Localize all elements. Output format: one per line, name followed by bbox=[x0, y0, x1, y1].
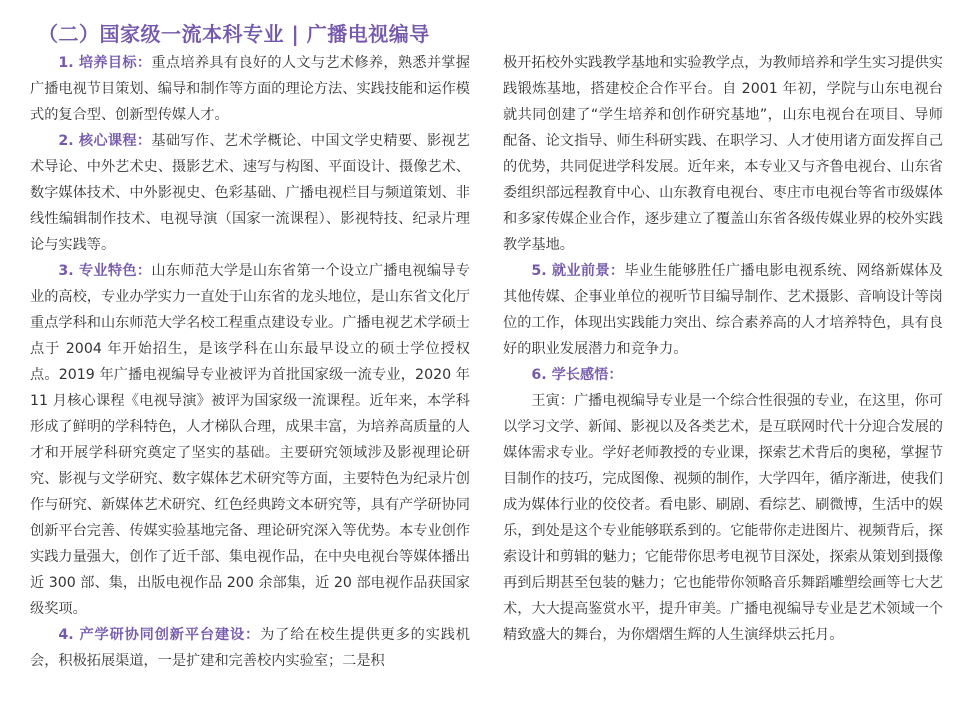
training-goal-text: 重点培养具有良好的人文与艺术修养，熟悉并掌握广播电视节目策划、编导和制作等方面的理论方法、实践技能和运作模式的复合型、创新型传媒人才。 bbox=[30, 55, 470, 123]
senior-reflection-paragraph: 王寅：广播电视编导专业是一个综合性很强的专业，在这里，你可以学习文学、新闻、影视以及各类艺术，是互联网时代十分迎合发展的媒体需求专业。学好老师教授的专业课，探索艺术背后的奥秘，掌握节目制作的技巧，完成图像、视频的制作，大学四年，循序渐进，使我们成为媒体行业的佼佼者。看电影、刷剧、看综艺、刷微博，生活中的娱乐，到处是这个专业能够联系到的。它能带你走进图片、视频背后，探索设计和剪辑的魅力；它能带你思考电视节目深处，探索从策划到摄像再到后期甚至包装的魅力；它也能带你领略音乐舞蹈雕塑绘画等七大艺术，大大提高鉴赏水平，提升审美。广播电视编导专业是艺术领域一个精致盛大的舞台，为你熠熠生辉的人生演绎烘云托月。 bbox=[503, 393, 943, 643]
major-features-paragraph bbox=[30, 258, 470, 622]
major-features-text: 山东师范大学是山东省第一个设立广播电视编导专业的高校，专业办学实力一直处于山东省的龙头地位，是山东省文化厅重点学科和山东师范大学名校工程重点建设专业。广播电视艺术学硕士点于 2004 年开始招生，是该学科在山东最早设立的硕士学位授权点。2019 年广播电视编导专业被评为首批国家级一流专业，2020 年 11 月核心课程《电视导演》被评为国家级一流课程。近年来，本学科形成了鲜明的学科特色，人才梯队合理，成果丰富，为培养高质量的人才和开展学科研究奠定了坚实的基础。主要研究领域涉及影视理论研究、影视与文学研究、数字媒体艺术研究等方面，主要特色为纪录片创作与研究、新媒体艺术研究、红色经典跨文本研究等，具有产学研协同创新平台完善、传媒实验基地完备、理论研究深入等优势。本专业创作实践力量强大，创作了近千部、集电视作品，在中央电视台等媒体播出近 300 部、集，出版电视作品 200 余部集，近 20 部电视作品获国家级奖项。 bbox=[30, 263, 470, 617]
section-title: （二）国家级一流本科专业 | 广播电视编导 bbox=[38, 22, 430, 46]
right-column bbox=[503, 50, 943, 648]
employment-paragraph bbox=[503, 258, 943, 362]
major-features-heading: 3. 专业特色： bbox=[58, 263, 152, 279]
core-courses-heading: 2. 核心课程： bbox=[58, 133, 152, 149]
left-column bbox=[30, 50, 470, 674]
training-goal-heading: 1. 培养目标： bbox=[58, 55, 152, 71]
training-goal-paragraph bbox=[30, 50, 470, 128]
innovation-platform-text: 为了给在校生提供更多的实践机会，积极拓展渠道，一是扩建和完善校内实验室；二是积 bbox=[30, 627, 470, 669]
core-courses-paragraph bbox=[30, 128, 470, 258]
senior-reflection-heading-line bbox=[503, 362, 943, 388]
innovation-platform-heading: 4. 产学研协同创新平台建设： bbox=[58, 627, 261, 643]
core-courses-text: 基础写作、艺术学概论、中国文学史精要、影视艺术导论、中外艺术史、摄影艺术、速写与构图、平面设计、摄像艺术、数字媒体技术、中外影视史、色彩基础、广播电视栏目与频道策划、非线性编辑制作技术、电视导演（国家一流课程）、影视特技、纪录片理论与实践等。 bbox=[30, 133, 470, 253]
innovation-platform-continued: 极开拓校外实践教学基地和实验教学点，为教师培养和学生实习提供实践锻炼基地，搭建校企合作平台。自 2001 年初，学院与山东电视台就共同创建了“学生培养和创作研究基地”，山东电视台在项目、导师配备、论文指导、师生科研实践、在职学习、人才使用诸方面发挥自己的优势，共同促进学科发展。近年来，本专业又与齐鲁电视台、山东省委组织部远程教育中心、山东教育电视台、枣庄市电视台等省市级媒体和多家传媒企业合作，逐步建立了覆盖山东省各级传媒业界的校外实践教学基地。 bbox=[503, 55, 943, 253]
senior-reflection-heading: 6. 学长感悟： bbox=[531, 367, 623, 383]
employment-text: 毕业生能够胜任广播电影电视系统、网络新媒体及其他传媒、企事业单位的视听节目编导制作、艺术摄影、音响设计等岗位的工作，体现出实践能力突出、综合素养高的人才培养特色，具有良好的职业发展潜力和竞争力。 bbox=[503, 263, 943, 357]
innovation-platform-paragraph bbox=[30, 622, 470, 674]
employment-heading: 5. 就业前景： bbox=[531, 263, 625, 279]
